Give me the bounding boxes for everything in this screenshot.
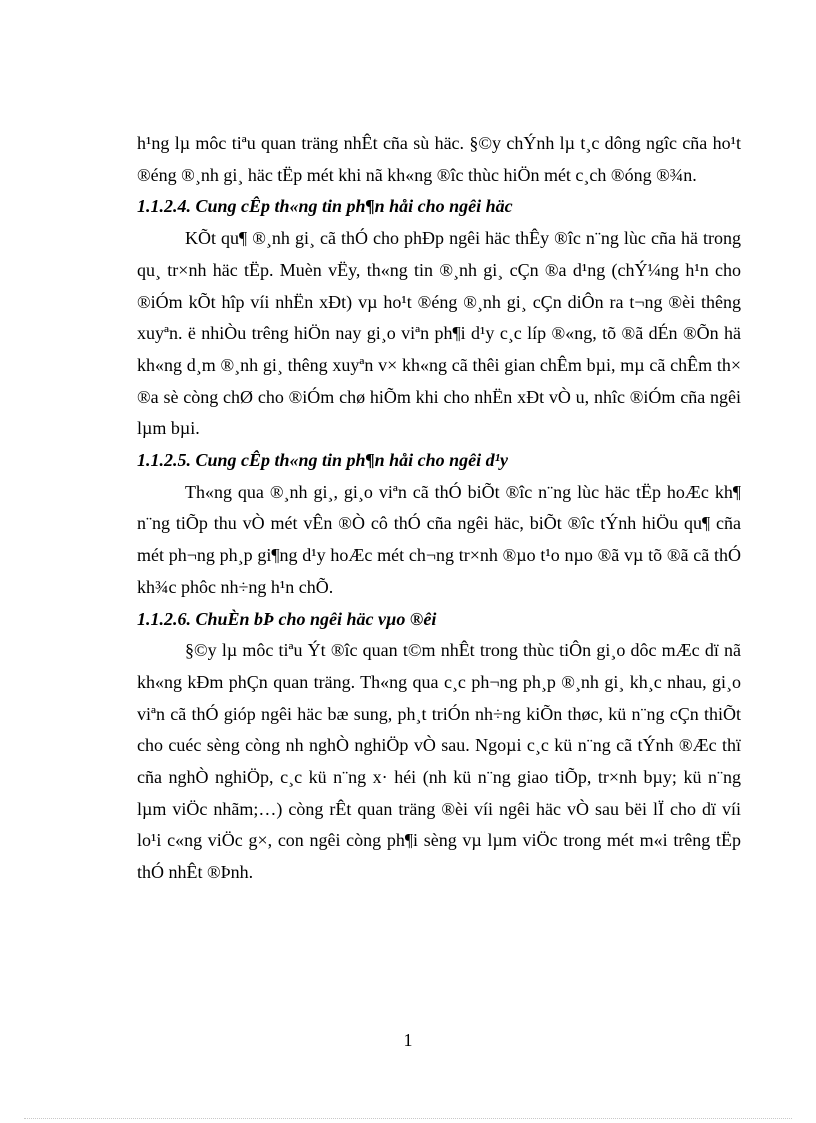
section-heading-1-1-2-6: 1.1.2.6. ChuÈn bÞ cho ngêi häc vµo ®êi (137, 608, 437, 629)
page-bottom-divider (24, 1118, 792, 1119)
page-number: 1 (403, 1030, 413, 1050)
page-body (137, 128, 741, 889)
paragraph-prepare-for-life: §©y lµ môc tiªu Ýt ®îc quan t©m nhÊt trong thùc tiÔn gi¸o dôc mÆc dï nã kh«ng kÐm phÇn quan träng. Th«ng qua c¸c ph¬ng ph¸p ®¸nh gi¸ kh¸c nhau, gi¸o viªn cã thÓ gióp ngêi häc bæ sung, ph¸t triÓn nh÷ng kiÕn thøc, kü n¨ng cÇn thiÕt cho cuéc sèng còng nh nghÒ nghiÖp vÒ sau. Ngoµi c¸c kü n¨ng cã tÝnh ®Æc thï cña nghÒ nghiÖp, c¸c kü n¨ng x· héi (nh kü n¨ng giao tiÕp, tr×nh bµy; kü n¨ng lµm viÖc nhãm;…) còng rÊt quan träng ®èi víi ngêi häc vÒ sau bëi lÏ cho dï víi lo¹i c«ng viÖc g×, con ngêi còng ph¶i sèng vµ lµm viÖc trong mét m«i trêng tËp thÓ nhÊt ®Þnh. (137, 640, 741, 883)
paragraph-feedback-teachers: Th«ng qua ®¸nh gi¸, gi¸o viªn cã thÓ biÕt ®îc n¨ng lùc häc tËp hoÆc kh¶ n¨ng tiÕp thu vÒ mét vÊn ®Ò cô thÓ cña ngêi häc, biÕt ®îc tÝnh hiÖu qu¶ cña mét ph¬ng ph¸p gi¶ng d¹y hoÆc mét ch¬ng tr×nh ®µo t¹o nµo ®ã vµ tõ ®ã cã thÓ kh¾c phôc nh÷ng h¹n chÕ. (137, 481, 741, 597)
paragraph-continued: h¹ng lµ môc tiªu quan träng nhÊt cña sù häc. §©y chÝnh lµ t¸c dông ngîc cña ho¹t ®éng ®¸nh gi¸ häc tËp mét khi nã kh«ng ®îc thùc hiÖn mét c¸ch ®óng ®¾n. (137, 133, 741, 185)
paragraph-feedback-learners: KÕt qu¶ ®¸nh gi¸ cã thÓ cho phÐp ngêi häc thÊy ®îc n¨ng lùc cña hä trong qu¸ tr×nh häc tËp. Muèn vËy, th«ng tin ®¸nh gi¸ cÇn ®a d¹ng (chÝ¼ng h¹n cho ®iÓm kÕt hîp víi nhËn xÐt) vµ ho¹t ®éng ®¸nh gi¸ cÇn diÔn ra t¬ng ®èi thêng xuyªn. ë nhiÒu trêng hiÖn nay gi¸o viªn ph¶i d¹y c¸c líp ®«ng, tõ ®ã dÉn ®Õn hä kh«ng d¸m ®¸nh gi¸ thêng xuyªn v× kh«ng cã thêi gian chÊm bµi, mµ cã chÊm th× ®a sè còng chØ cho ®iÓm chø hiÕm khi cho nhËn xÐt vÒ u, nhîc ®iÓm cña ngêi lµm bµi. (137, 228, 741, 439)
section-heading-1-1-2-5: 1.1.2.5. Cung cÊp th«ng tin ph¶n håi cho ngêi d¹y (137, 450, 508, 471)
section-heading-1-1-2-4: 1.1.2.4. Cung cÊp th«ng tin ph¶n håi cho ngêi häc (137, 196, 513, 217)
